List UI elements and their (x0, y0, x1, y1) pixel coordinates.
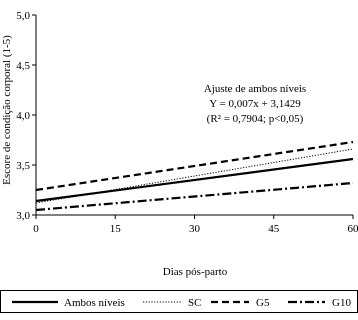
legend-label-ambos-n-veis: Ambos níveis (64, 297, 125, 309)
y-tick-label: 3,5 (16, 160, 30, 172)
legend (1, 291, 358, 313)
x-tick-label: 60 (348, 223, 358, 235)
legend-label-g10: G10 (332, 297, 351, 309)
series-line-sc (36, 149, 353, 203)
y-tick-label: 4,5 (16, 60, 30, 72)
x-tick-label: 45 (268, 223, 280, 235)
fit-annotation (204, 83, 306, 125)
annotation-line-1: Ajuste de ambos níveis (204, 83, 306, 95)
y-tick-label: 5,0 (16, 10, 30, 22)
x-tick-label: 0 (33, 223, 39, 235)
x-axis-title: Dias pós-parto (163, 266, 228, 278)
y-tick-label: 3,0 (16, 210, 30, 222)
x-tick-label: 30 (189, 223, 201, 235)
series-line-g10 (36, 183, 353, 210)
series-lines (36, 142, 353, 210)
x-tick-label: 15 (110, 223, 122, 235)
axes (16, 10, 358, 235)
annotation-line-2: Y = 0,007x + 3,1429 (209, 98, 301, 110)
legend-label-g5: G5 (256, 297, 270, 309)
legend-label-sc: SC (188, 297, 201, 309)
y-tick-label: 4,0 (16, 110, 30, 122)
legend-items (12, 297, 351, 309)
y-axis-title: Escore de condição corporal (1-5) (1, 35, 13, 185)
annotation-line-3: (R² = 0,7904; p<0,05) (207, 113, 304, 125)
